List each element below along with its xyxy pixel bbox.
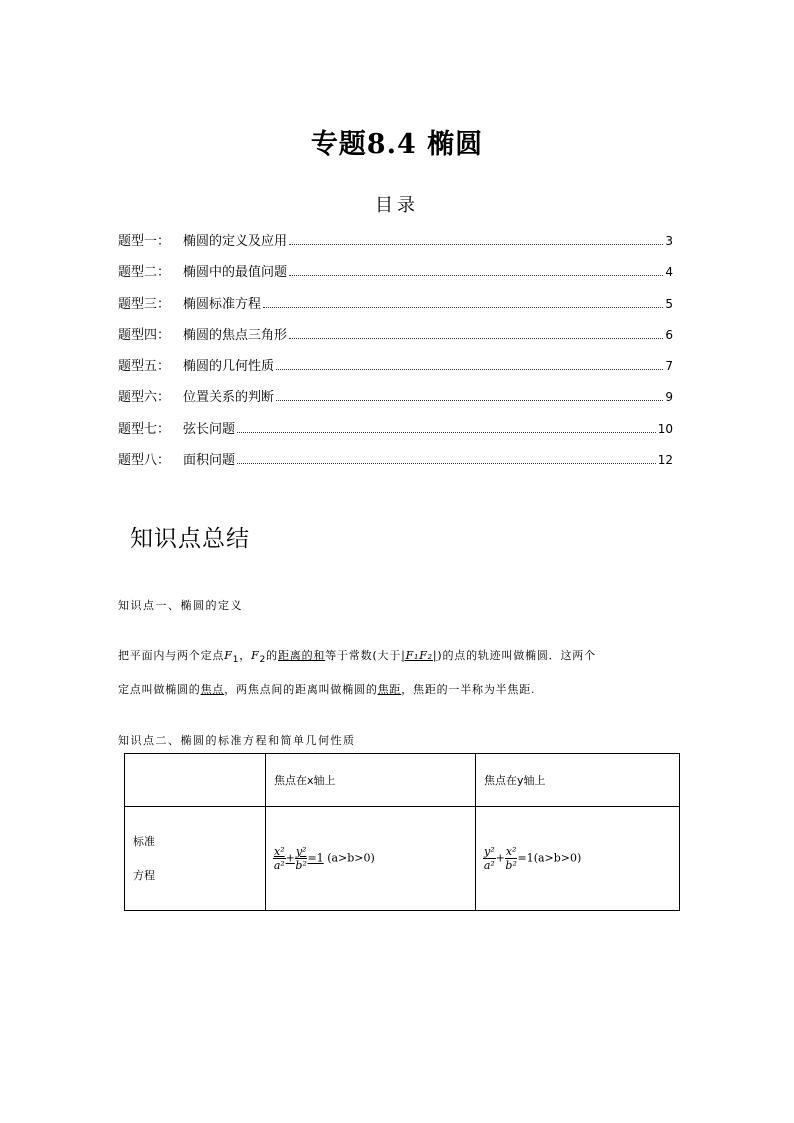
- toc-heading: 目录: [375, 195, 419, 216]
- math-abs: |F₁F₂|: [401, 649, 438, 662]
- toc-item[interactable]: [118, 449, 673, 480]
- toc-item-label: 题型六：: [118, 390, 171, 406]
- properties-table: [124, 753, 680, 911]
- numerator: y²: [484, 845, 495, 858]
- denominator: b²: [505, 859, 517, 872]
- denominator: a²: [483, 859, 495, 872]
- toc-item-page: 3: [665, 234, 673, 248]
- fraction: [273, 846, 286, 871]
- equation-y-cell: [476, 807, 680, 911]
- toc-item-page: 4: [665, 265, 673, 280]
- math-var: F: [224, 649, 233, 662]
- equation-x-cell: [266, 807, 476, 911]
- text-fragment: 把平面内与两个定点: [118, 649, 225, 662]
- toc-leader: [276, 369, 663, 370]
- knowledge-point-1-body: [118, 641, 678, 705]
- equation-condition: (a>b>0): [533, 851, 582, 865]
- fraction: [295, 846, 308, 871]
- text-fragment: ，焦距的一半称为半焦距.: [401, 683, 536, 697]
- numerator: x²: [505, 845, 517, 858]
- table-header-y: 焦点在y轴上: [476, 754, 680, 807]
- toc-item-page: 10: [657, 421, 673, 436]
- toc-item-text: 椭圆的焦点三角形: [183, 327, 288, 343]
- toc-item-page: 12: [657, 453, 673, 468]
- table-corner-cell: [125, 754, 266, 807]
- underlined-term: 焦距: [377, 683, 402, 697]
- toc-item[interactable]: [118, 418, 673, 449]
- toc-leader: [289, 275, 663, 276]
- toc-item-text: 椭圆的几何性质: [183, 359, 275, 375]
- toc-item[interactable]: [118, 355, 673, 386]
- toc-item-label: 题型一：: [118, 234, 171, 249]
- toc-item[interactable]: [118, 230, 673, 261]
- toc-item-label: 题型三：: [118, 296, 171, 312]
- section-heading: 知识点总结: [130, 526, 250, 552]
- table-row-label: [125, 807, 266, 911]
- toc-item-label: 题型二：: [118, 265, 171, 281]
- toc-leader: [237, 463, 656, 464]
- underlined-term: 焦点: [200, 683, 225, 697]
- toc-leader: [276, 400, 663, 401]
- table-header-x: 焦点在x轴上: [266, 754, 476, 807]
- text-fragment: )的点的轨迹叫做椭圆．这两个: [437, 649, 596, 662]
- underlined-term: 距离的和: [277, 649, 326, 662]
- math-sub: 1: [232, 654, 240, 666]
- toc-item-label: 题型七：: [118, 421, 171, 437]
- toc-item[interactable]: [118, 261, 673, 292]
- math-sub: 2: [259, 654, 267, 666]
- math-var: F: [251, 649, 260, 662]
- text-fragment: ，两焦点间的距离叫做椭圆的: [224, 683, 378, 697]
- page-title: 专题8.4 椭圆: [310, 129, 484, 160]
- toc-item-page: 7: [665, 359, 673, 374]
- toc-leader: [289, 244, 663, 245]
- denominator: a²: [273, 859, 285, 872]
- toc-item-page: 6: [665, 327, 673, 342]
- toc-leader: [263, 307, 663, 308]
- text-fragment: 定点叫做椭圆的: [118, 683, 201, 697]
- fraction: [505, 846, 518, 871]
- knowledge-point-1-title: 知识点一、椭圆的定义: [118, 599, 243, 612]
- toc-item-text: 位置关系的判断: [183, 390, 275, 406]
- equation-rhs: =1: [517, 851, 534, 865]
- fraction: [483, 846, 496, 871]
- text-fragment: ，: [239, 649, 252, 662]
- toc-item-label: 题型八：: [118, 453, 171, 469]
- numerator: x²: [274, 845, 285, 858]
- toc-item[interactable]: [118, 386, 673, 417]
- toc-item[interactable]: [118, 324, 673, 355]
- toc-item-text: 椭圆的定义及应用: [183, 234, 288, 249]
- toc-leader: [289, 338, 663, 339]
- equation-rhs: =1: [307, 851, 324, 865]
- numerator: y²: [295, 845, 307, 858]
- table-of-contents: [118, 230, 673, 480]
- text-fragment: 等于常数(大于: [325, 649, 402, 662]
- toc-item-text: 面积问题: [183, 453, 236, 469]
- toc-item-text: 椭圆中的最值问题: [183, 265, 288, 281]
- text-fragment: 的: [266, 649, 278, 662]
- toc-leader: [237, 432, 656, 433]
- denominator: b²: [295, 859, 307, 872]
- toc-item[interactable]: [118, 293, 673, 324]
- row-label-line: 方程: [133, 868, 155, 882]
- operator: +: [285, 851, 295, 865]
- equation-condition: (a>b>0): [327, 851, 375, 865]
- toc-item-label: 题型四：: [118, 327, 171, 343]
- toc-item-text: 椭圆标准方程: [183, 296, 262, 312]
- toc-item-label: 题型五：: [118, 359, 171, 375]
- row-label-line: 标准: [133, 834, 155, 848]
- toc-item-text: 弦长问题: [183, 421, 236, 437]
- toc-item-page: 9: [665, 390, 673, 405]
- operator: +: [495, 851, 505, 865]
- knowledge-point-2-title: 知识点二、椭圆的标准方程和简单几何性质: [118, 734, 356, 747]
- toc-item-page: 5: [665, 296, 673, 311]
